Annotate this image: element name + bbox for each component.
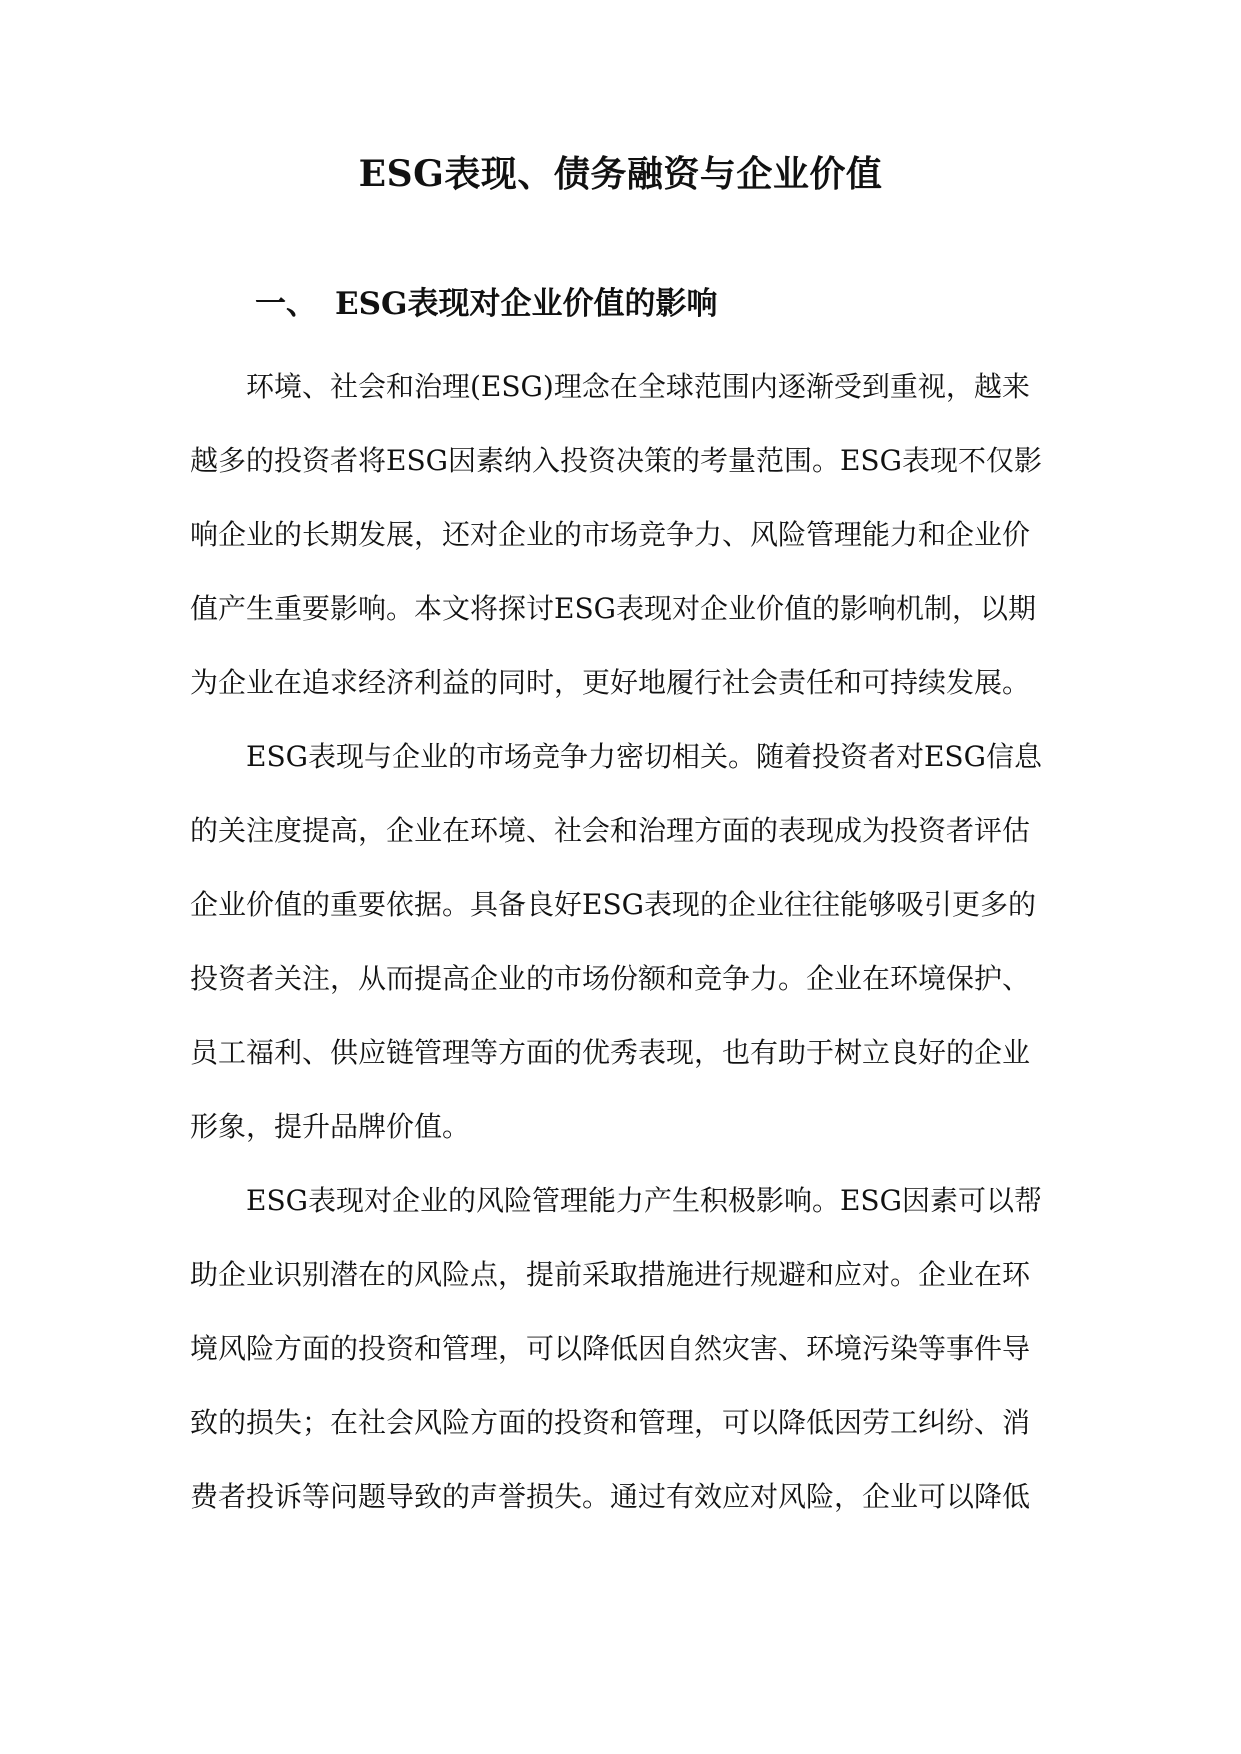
paragraph-1 [190,363,1070,733]
section-number: 一、 [255,286,317,322]
paragraph-3 [190,1177,1070,1547]
paragraph-line: 费者投诉等问题导致的声誉损失。通过有效应对风险，企业可以降低 [190,1480,1031,1513]
document-title: ESG表现、债务融资与企业价值 [358,153,883,195]
paragraph-line: 致的损失；在社会风险方面的投资和管理，可以降低因劳工纠纷、消 [190,1406,1031,1439]
paragraph-line: 形象，提升品牌价值。 [190,1110,471,1143]
paragraph-line: 投资者关注，从而提高企业的市场份额和竞争力。企业在环境保护、 [190,962,1031,995]
paragraph-line: ESG表现与企业的市场竞争力密切相关。随着投资者对ESG信息 [246,740,1042,773]
paragraph-line: 员工福利、供应链管理等方面的优秀表现，也有助于树立良好的企业 [190,1036,1031,1069]
section-title: ESG表现对企业价值的影响 [335,286,718,322]
paragraph-line: 企业价值的重要依据。具备良好ESG表现的企业往往能够吸引更多的 [190,888,1036,921]
paragraph-line: 为企业在追求经济利益的同时，更好地履行社会责任和可持续发展。 [190,666,1031,699]
paragraph-line: 值产生重要影响。本文将探讨ESG表现对企业价值的影响机制，以期 [190,592,1036,625]
paragraph-line: ESG表现对企业的风险管理能力产生积极影响。ESG因素可以帮 [246,1184,1042,1217]
paragraph-line: 境风险方面的投资和管理，可以降低因自然灾害、环境污染等事件导 [190,1332,1031,1365]
paragraph-line: 响企业的长期发展，还对企业的市场竞争力、风险管理能力和企业价 [190,518,1031,551]
paragraph-line: 环境、社会和治理(ESG)理念在全球范围内逐渐受到重视，越来 [246,370,1030,403]
paragraph-line: 越多的投资者将ESG因素纳入投资决策的考量范围。ESG表现不仅影 [190,444,1042,477]
paragraph-2 [190,733,1070,1177]
paragraph-line: 助企业识别潜在的风险点，提前采取措施进行规避和应对。企业在环 [190,1258,1031,1291]
document-body [190,363,1070,1547]
section-heading [255,283,718,325]
paragraph-line: 的关注度提高，企业在环境、社会和治理方面的表现成为投资者评估 [190,814,1031,847]
